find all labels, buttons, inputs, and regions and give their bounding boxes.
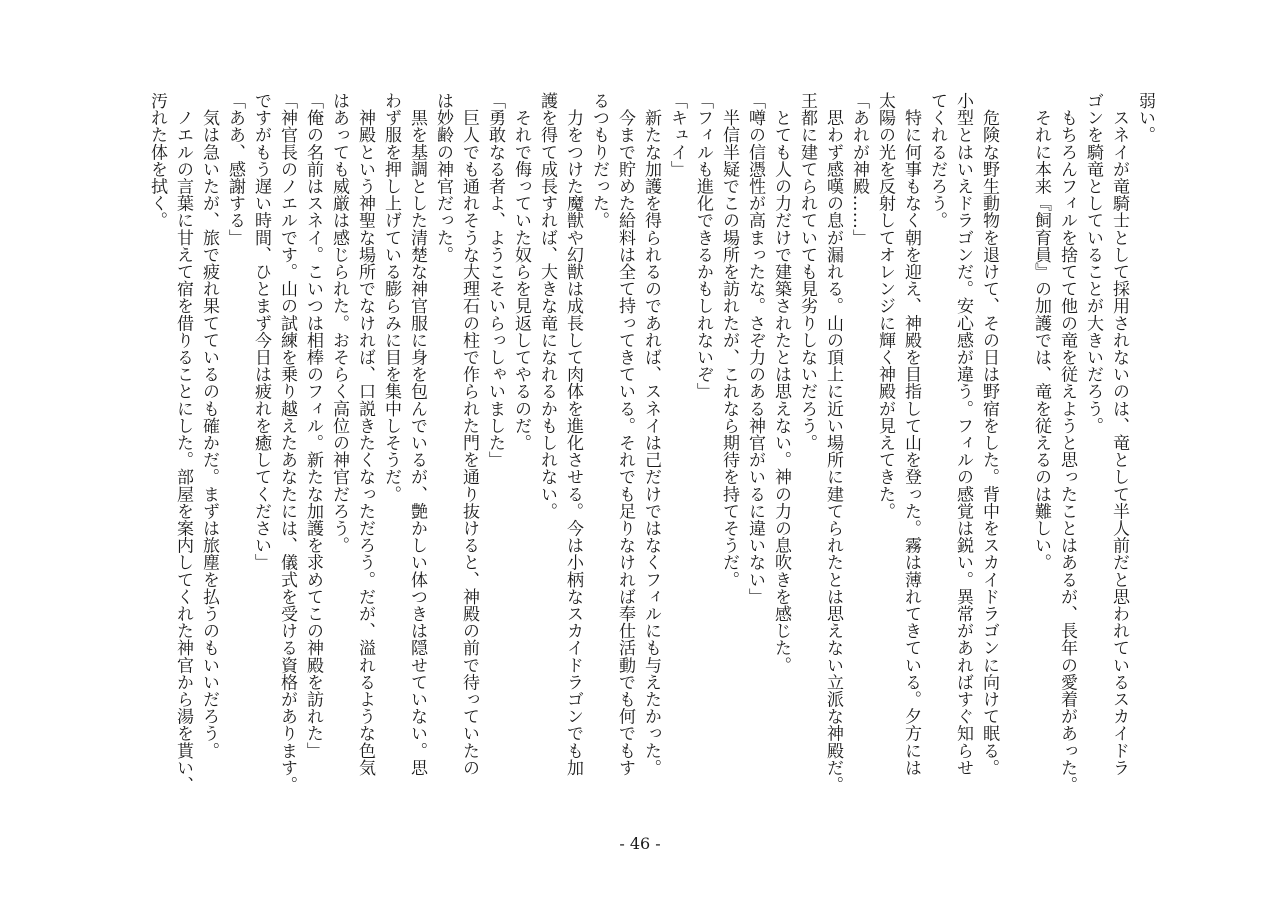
text-column: 太陽の光を反射してオレンジに輝く神殿が見えてきた。 — [875, 92, 895, 520]
text-column: 半信半疑でこの場所を訪れたが、これなら期待を持てそうだ。 — [719, 92, 739, 588]
text-column: とても人の力だけで建築されたとは思えない。神の力の息吹きを感じた。 — [771, 92, 791, 674]
page-number: - 46 - — [619, 834, 661, 853]
text-column: 今まで貯めた給料は全て持ってきている。それでも足りなければ奉仕活動でも何でもす — [615, 92, 635, 776]
text-column: わず服を押し上げている膨らみに目を集中しそうだ。 — [381, 92, 401, 503]
text-column: 弱い。 — [1135, 92, 1155, 144]
text-column: ゴンを騎竜としていることが大きいだろう。 — [1083, 92, 1103, 434]
text-column: 危険な野生動物を退けて、その日は野宿をした。背中をスカイドラゴンに向けて眠る。 — [979, 92, 999, 776]
blank-line — [1002, 92, 1028, 840]
text-column: 特に何事もなく朝を迎え、神殿を目指して山を登った。霧は薄れてきている。夕方には — [901, 92, 921, 776]
text-column: ですがもう遅い時間、ひとまず今日は疲れを癒してください」 — [251, 92, 271, 571]
vertical-body-text — [108, 92, 1158, 840]
text-column: 力をつけた魔獣や幻獣は成長して肉体を進化させる。今は小柄なスカイドラゴンでも加 — [563, 92, 583, 776]
text-column: 気は急いたが、旅で疲れ果てているのも確かだ。まずは旅塵を払うのもいいだろう。 — [199, 92, 219, 759]
text-column: は妙齢の神官だった。 — [433, 92, 453, 263]
text-column: それに本来『飼育員』の加護では、竜を従えるのは難しい。 — [1031, 92, 1051, 571]
text-column: てくれるだろう。 — [927, 92, 947, 229]
text-column: 汚れた体を拭く。 — [147, 92, 167, 229]
text-column: 「ああ、感謝する」 — [225, 92, 245, 246]
text-column: 巨人でも通れそうな大理石の柱で作られた門を通り抜けると、神殿の前で待っていたの — [459, 92, 479, 776]
text-column: 神殿という神聖な場所でなければ、口説きたくなっただろう。だが、溢れるような色気 — [355, 92, 375, 776]
text-column: 黒を基調とした清楚な神官服に身を包んでいるが、艶かしい体つきは隠せていない。思 — [407, 92, 427, 776]
text-column: 小型とはいえドラゴンだ。安心感が違う。フィルの感覚は鋭い。異常があればすぐ知らせ — [953, 92, 973, 776]
text-column: 新たな加護を得られるのであれば、スネイは己だけではなくフィルにも与えたかった。 — [641, 92, 661, 776]
text-column: 「勇敢なる者よ、ようこそいらっしゃいました」 — [485, 92, 505, 469]
text-column: それで侮っていた奴らを見返してやるのだ。 — [511, 92, 531, 452]
text-column: もちろんフィルを捨てて他の竜を従えようと思ったことはあるが、長年の愛着があった。 — [1057, 92, 1077, 794]
text-column: 「噂の信憑性が高まったな。さぞ力のある神官がいるに違いない」 — [745, 92, 765, 605]
text-column: 王都に建てられていても見劣りしないだろう。 — [797, 92, 817, 452]
text-column: 「キュイ」 — [667, 92, 687, 178]
text-column: 護を得て成長すれば、大きな竜になれるかもしれない。 — [537, 92, 557, 520]
text-column: 「神官長のノエルです。山の試練を乗り越えたあなたには、儀式を受ける資格があります。 — [277, 92, 297, 794]
text-column: スネイが竜騎士として採用されないのは、竜として半人前だと思われているスカイドラ — [1109, 92, 1129, 776]
text-column: はあっても威厳は感じられた。おそらく高位の神官だろう。 — [329, 92, 349, 554]
text-column: るつもりだった。 — [589, 92, 609, 229]
text-column: ノエルの言葉に甘えて宿を借りることにした。部屋を案内してくれた神官から湯を貰い、 — [173, 92, 193, 794]
text-column: 「フィルも進化できるかもしれないぞ」 — [693, 92, 713, 400]
text-column: 思わず感嘆の息が漏れる。山の頂上に近い場所に建てられたとは思えない立派な神殿だ。 — [823, 92, 843, 794]
text-column: 「俺の名前はスネイ。こいつは相棒のフィル。新たな加護を求めてこの神殿を訪れた」 — [303, 92, 323, 759]
text-column: 「あれが神殿……」 — [849, 92, 869, 246]
